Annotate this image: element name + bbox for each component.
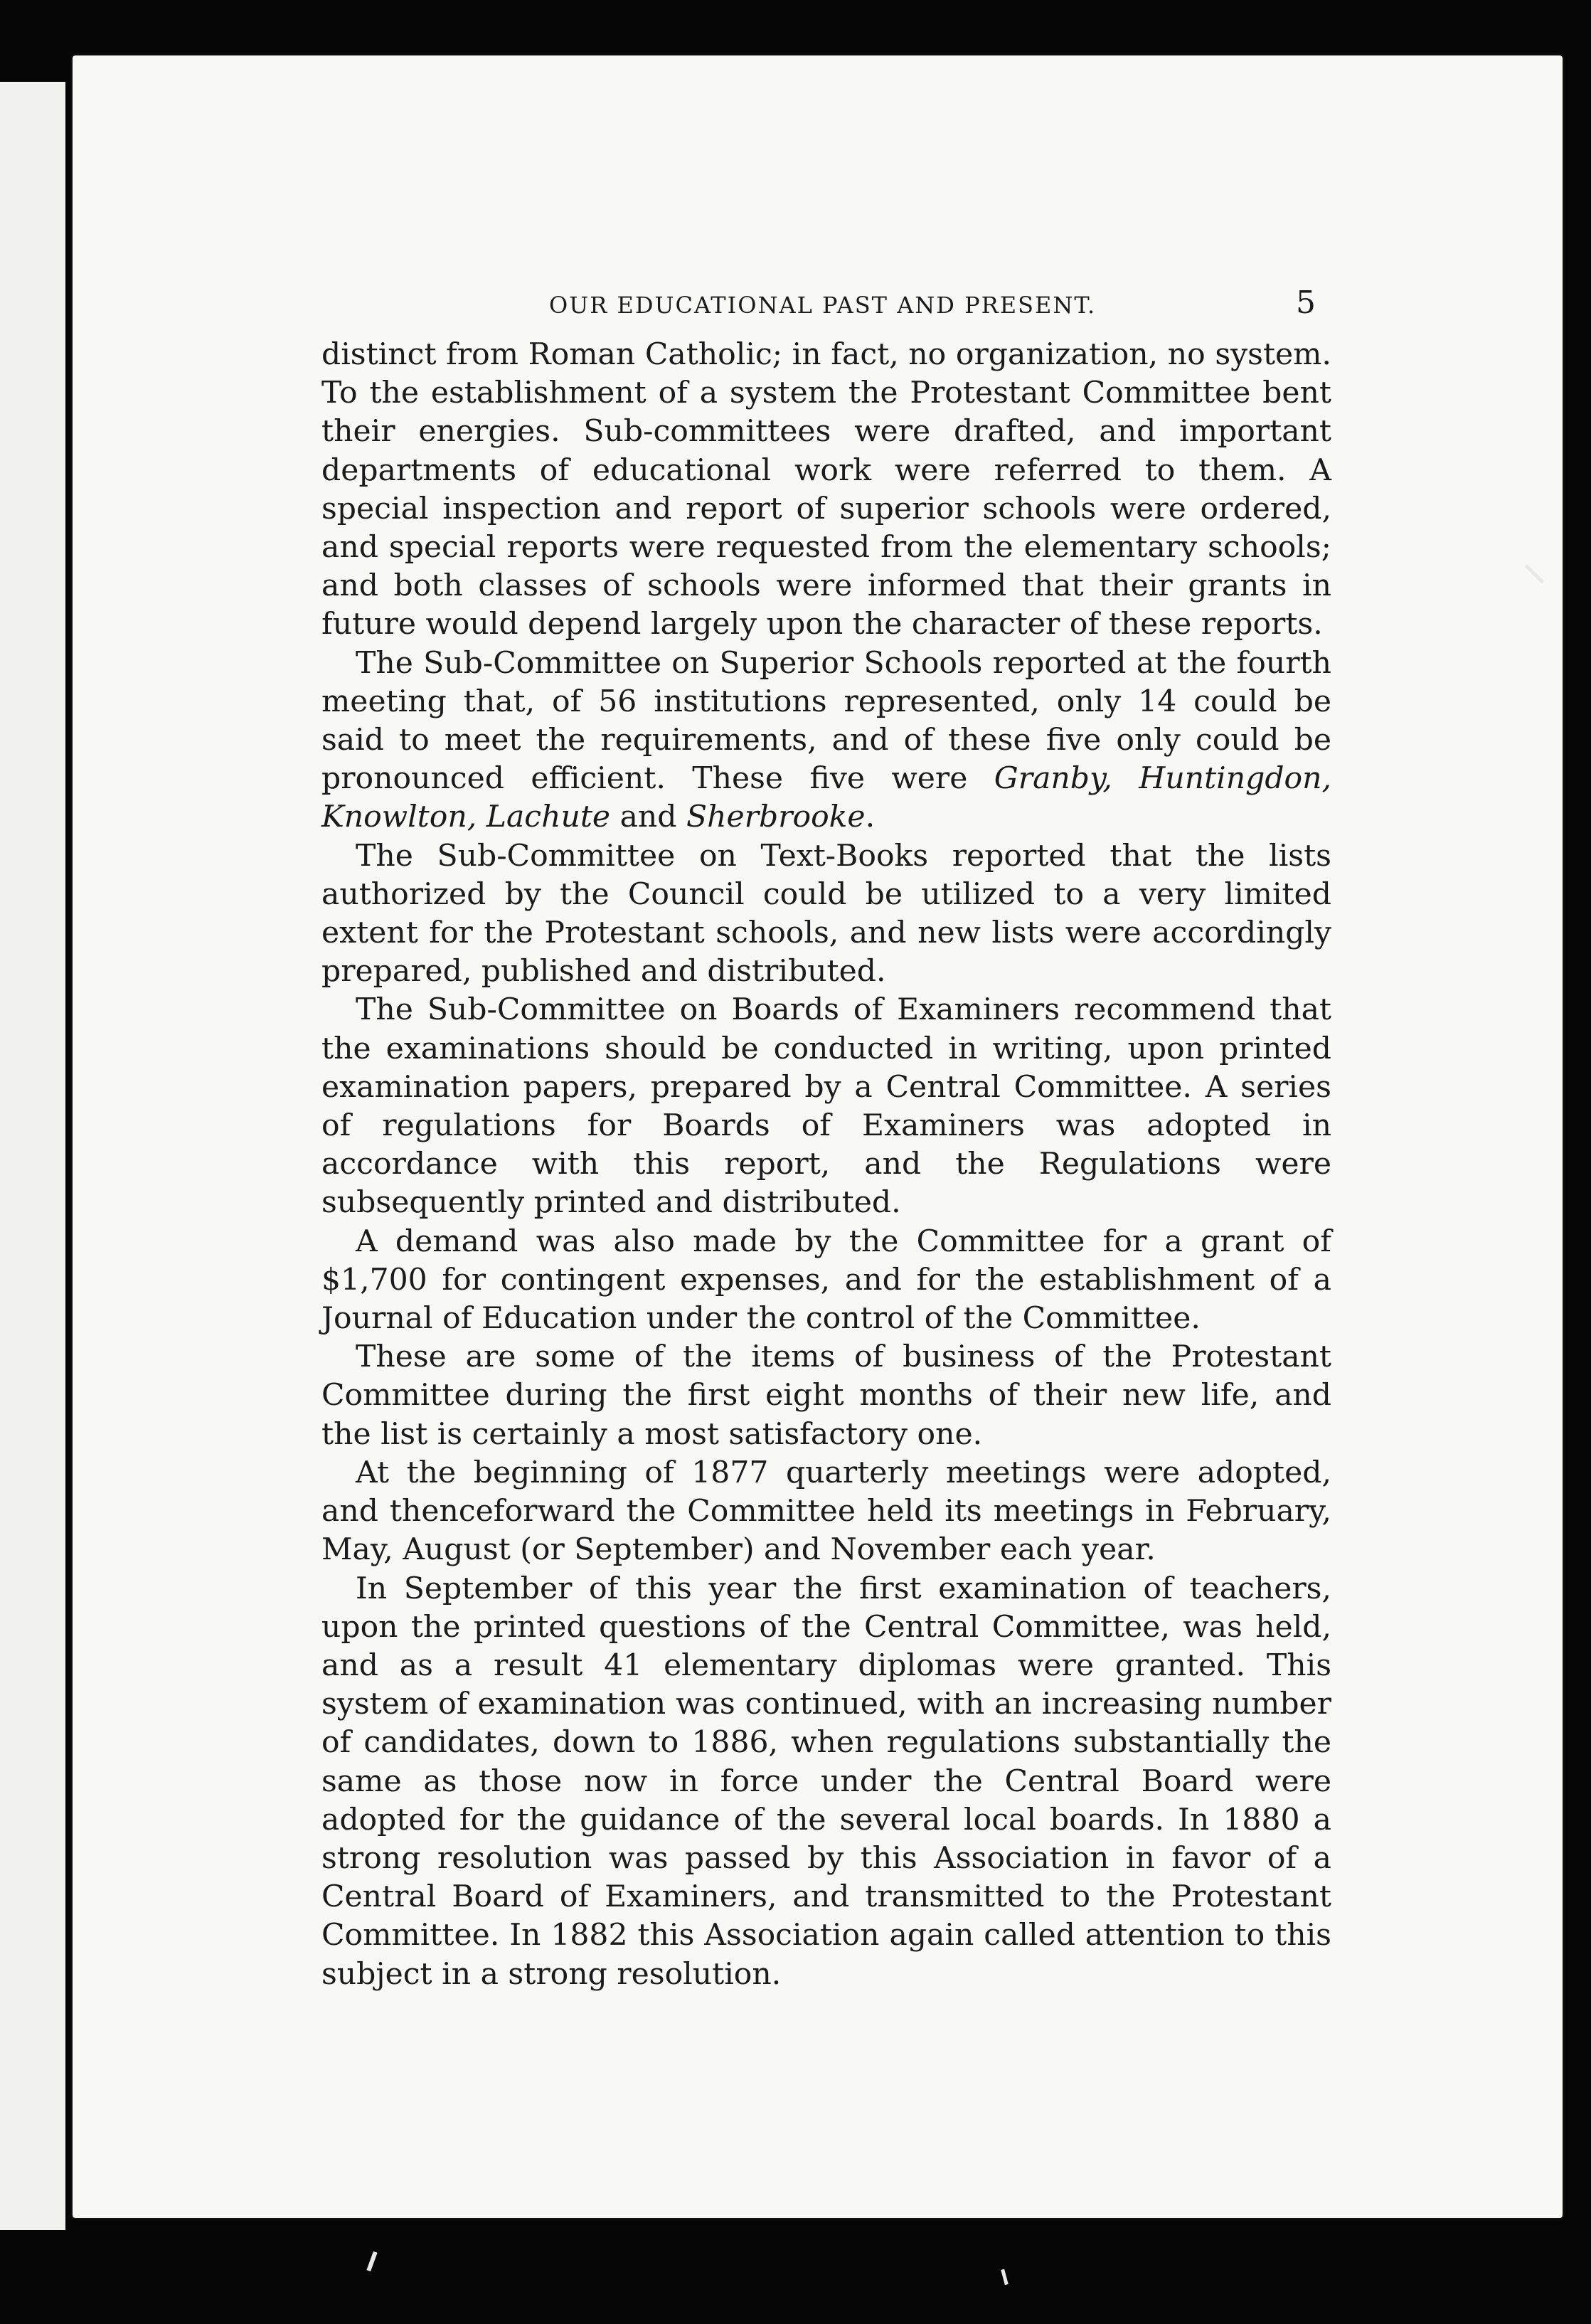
film-speck [366, 2251, 377, 2271]
paragraph-4: The Sub-Committee on Boards of Examiners recommend that the examinations should be conducted in writing, upon printed examination papers, prepared by a Central Committee. A series of regulations for Boards of Examiners was adopted in accordance with this report, and the Regulations were subsequently printed and distributed. [321, 992, 1331, 1221]
running-title: OUR EDUCATIONAL PAST AND PRESENT. [549, 292, 1097, 319]
text-block [321, 285, 1331, 1994]
paragraph-2 [321, 644, 1331, 837]
paragraph-6: These are some of the items of business of the Protestant Committee during the first eight months of their new life, and the list is certainly a most satisfactory one. [321, 1339, 1331, 1452]
paragraph-5: A demand was also made by the Committee for a grant of $1,700 for contingent expenses, and for the establishment of a Journal of Education under the control of the Committee. [321, 1224, 1331, 1337]
body-text [321, 336, 1331, 1994]
page-number: 5 [1296, 285, 1317, 321]
previous-page-edge [0, 82, 65, 2230]
paragraph-3: The Sub-Committee on Text-Books reported that the lists authorized by the Council could be utilized to a very limited extent for the Protestant schools, and new lists were accordingly prepared, published and distributed. [321, 838, 1331, 989]
paragraph-2-end: . [865, 800, 876, 835]
paragraph-2-conjunction: and [610, 800, 687, 835]
paragraph-7: At the beginning of 1877 quarterly meetings were adopted, and thenceforward the Committee held its meetings in February, May, August (or September) and November each year. [321, 1455, 1331, 1568]
paragraph-8: In September of this year the first examination of teachers, upon the printed questions of the Central Committee, was held, and as a result 41 elementary diplomas were granted. This system of examination was continued, with an increasing number of candidates, down to 1886, when regulations substantially the same as those now in force under the Central Board were adopted for the guidance of the several local boards. In 1880 a strong resolution was passed by this Association in favor of a Central Board of Examiners, and transmitted to the Protestant Committee. In 1882 this Association again called attention to this subject in a strong resolution. [321, 1571, 1331, 1992]
paragraph-2-text: The Sub-Committee on Superior Schools reported at the fourth meeting that, of 56 institutions represented, only 14 could be said to meet the requirements, and of these five only could be pronounced efficient. These five were [321, 645, 1331, 797]
paragraph-1: distinct from Roman Catholic; in fact, no organization, no system. To the establishment of a system the Protestant Committee bent their energies. Sub-committees were drafted, and important departments of educational work were referred to them. A special inspection and report of superior schools were ordered, and special reports were requested from the elementary schools; and both classes of schools were informed that their grants in future would depend largely upon the character of these reports. [321, 337, 1331, 642]
running-head [321, 285, 1331, 336]
film-speck [1001, 2269, 1009, 2286]
book-page [73, 55, 1563, 2218]
schools-list: Granby, Huntingdon, Knowlton, Lachute [321, 761, 1331, 835]
schools-list-last: Sherbrooke [686, 800, 866, 835]
